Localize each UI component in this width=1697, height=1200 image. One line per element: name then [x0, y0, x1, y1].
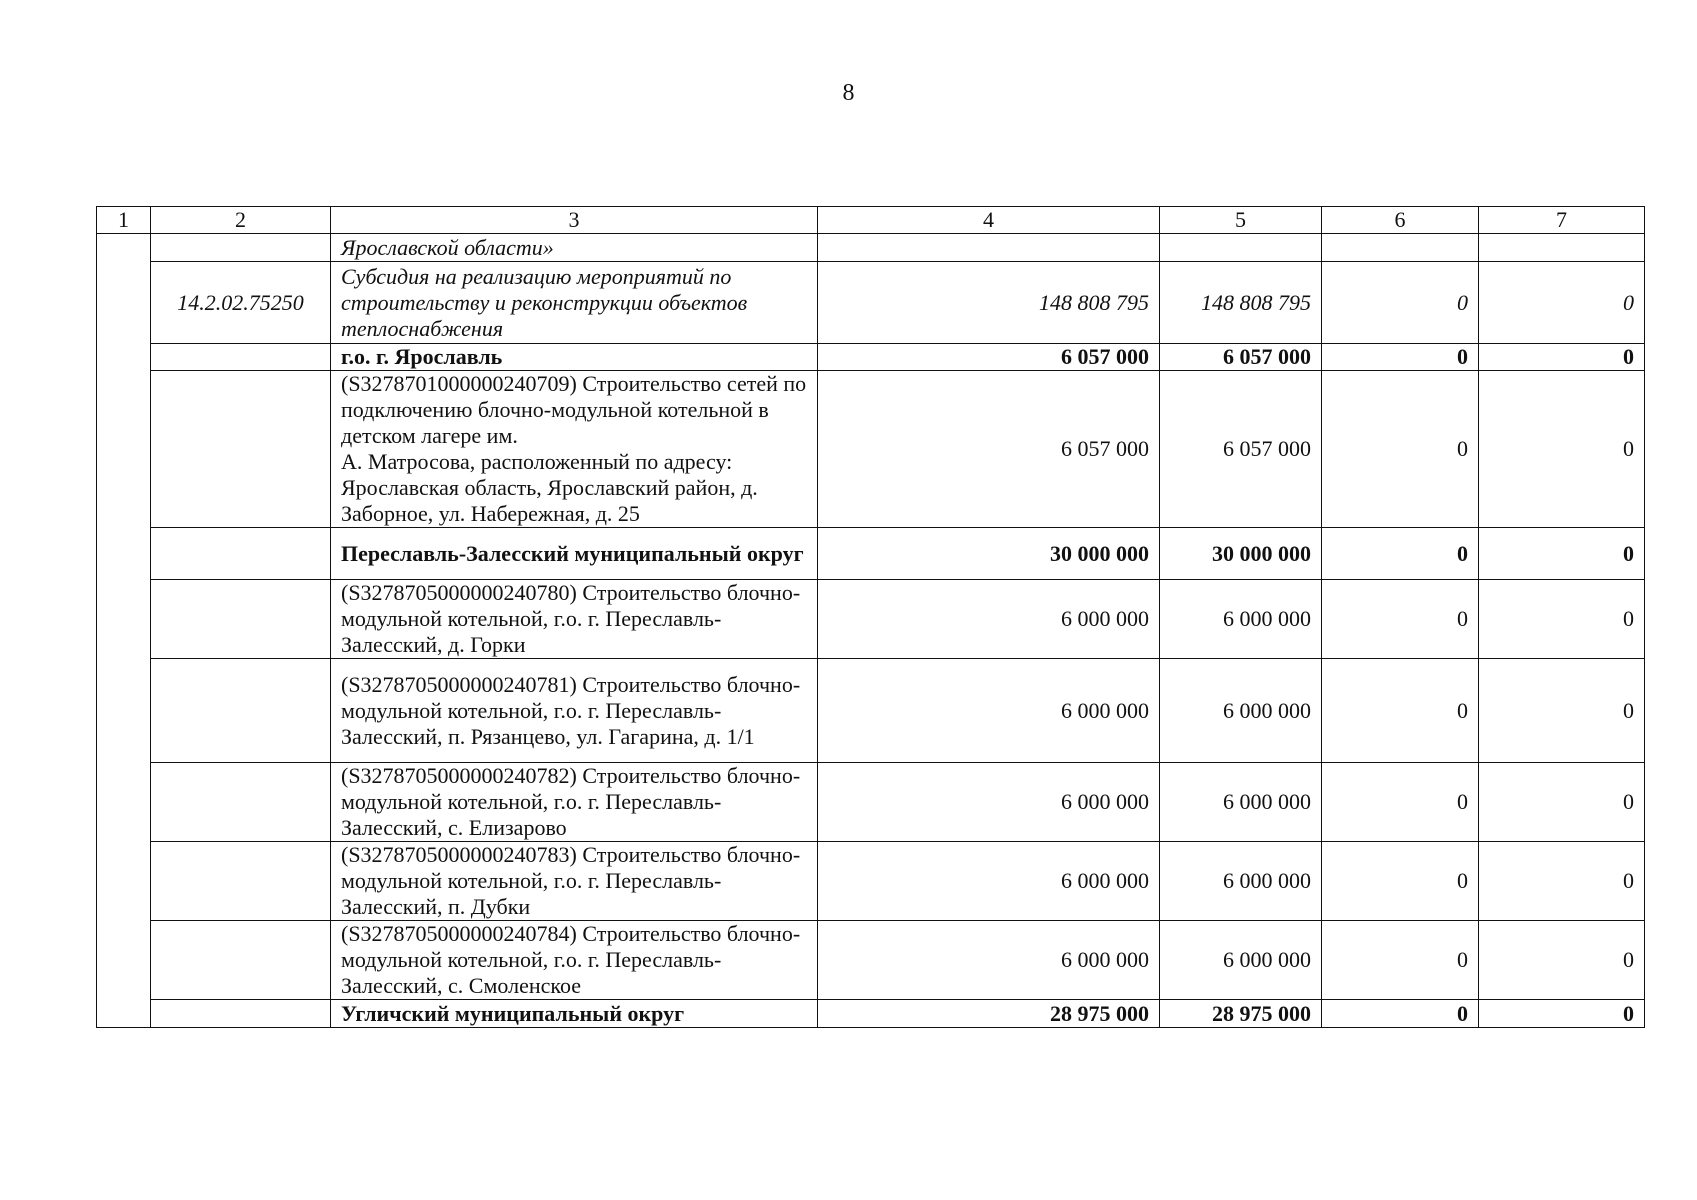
amount-col4-cell: 148 808 795 [818, 262, 1160, 344]
code-cell [151, 842, 331, 921]
table-row [97, 371, 1645, 528]
code-cell [151, 659, 331, 763]
amount-col6-cell: 0 [1322, 262, 1479, 344]
amount-col5-cell: 28 975 000 [1160, 1000, 1322, 1028]
amount-col4-cell: 6 000 000 [818, 921, 1160, 1000]
amount-col5-cell: 6 057 000 [1160, 371, 1322, 528]
amount-col7-cell: 0 [1479, 1000, 1645, 1028]
amount-col7-cell: 0 [1479, 580, 1645, 659]
section-number-cell [97, 234, 151, 1028]
table-row [97, 262, 1645, 344]
name-cell: Субсидия на реализацию мероприятий по строительству и реконструкции объектов теплоснабжения [331, 262, 818, 344]
name-cell: Ярославской области» [331, 234, 818, 262]
table-row [97, 234, 1645, 262]
header-cell: 4 [818, 207, 1160, 234]
code-cell [151, 234, 331, 262]
name-cell: Угличский муниципальный округ [331, 1000, 818, 1028]
amount-col7-cell: 0 [1479, 921, 1645, 1000]
code-cell [151, 1000, 331, 1028]
amount-col6-cell: 0 [1322, 371, 1479, 528]
header-cell: 2 [151, 207, 331, 234]
amount-col5-cell: 6 000 000 [1160, 842, 1322, 921]
amount-col5-cell: 6 000 000 [1160, 763, 1322, 842]
amount-col5-cell: 148 808 795 [1160, 262, 1322, 344]
name-cell: (S3278705000000240784) Строительство блочно-модульной котельной, г.о. г. Переславль-Залесский, с. Смоленское [331, 921, 818, 1000]
amount-col4-cell: 6 057 000 [818, 371, 1160, 528]
amount-col5-cell: 6 000 000 [1160, 580, 1322, 659]
page-number: 8 [842, 80, 855, 106]
amount-col7-cell: 0 [1479, 371, 1645, 528]
code-cell [151, 580, 331, 659]
amount-col4-cell: 6 000 000 [818, 659, 1160, 763]
name-cell: (S3278705000000240780) Строительство блочно-модульной котельной, г.о. г. Переславль-Залесский, д. Горки [331, 580, 818, 659]
amount-col7-cell: 0 [1479, 842, 1645, 921]
table-row [97, 1000, 1645, 1028]
amount-col6-cell: 0 [1322, 344, 1479, 371]
table-body [97, 207, 1645, 1028]
header-cell: 1 [97, 207, 151, 234]
amount-col5-cell: 6 000 000 [1160, 659, 1322, 763]
table-header-row [97, 207, 1645, 234]
code-cell [151, 528, 331, 580]
code-cell: 14.2.02.75250 [151, 262, 331, 344]
amount-col7-cell: 0 [1479, 262, 1645, 344]
amount-col5-cell: 6 057 000 [1160, 344, 1322, 371]
name-cell: (S3278705000000240781) Строительство блочно-модульной котельной, г.о. г. Переславль-Залесский, п. Рязанцево, ул. Гагарина, д. 1/1 [331, 659, 818, 763]
amount-col6-cell: 0 [1322, 842, 1479, 921]
amount-col7-cell: 0 [1479, 763, 1645, 842]
amount-col5-cell: 6 000 000 [1160, 921, 1322, 1000]
amount-col4-cell: 6 000 000 [818, 842, 1160, 921]
code-cell [151, 763, 331, 842]
code-cell [151, 921, 331, 1000]
header-cell: 6 [1322, 207, 1479, 234]
amount-col6-cell [1322, 234, 1479, 262]
amount-col6-cell: 0 [1322, 763, 1479, 842]
name-cell: Переславль-Залесский муниципальный округ [331, 528, 818, 580]
amount-col6-cell: 0 [1322, 921, 1479, 1000]
table-row [97, 528, 1645, 580]
table-row [97, 344, 1645, 371]
table-row [97, 659, 1645, 763]
table-row [97, 842, 1645, 921]
amount-col5-cell [1160, 234, 1322, 262]
amount-col4-cell: 6 000 000 [818, 763, 1160, 842]
amount-col4-cell: 28 975 000 [818, 1000, 1160, 1028]
name-cell: г.о. г. Ярославль [331, 344, 818, 371]
name-cell: (S3278705000000240782) Строительство блочно-модульной котельной, г.о. г. Переславль-Залесский, с. Елизарово [331, 763, 818, 842]
amount-col6-cell: 0 [1322, 528, 1479, 580]
amount-col7-cell: 0 [1479, 344, 1645, 371]
amount-col7-cell: 0 [1479, 528, 1645, 580]
amount-col7-cell [1479, 234, 1645, 262]
amount-col4-cell [818, 234, 1160, 262]
amount-col7-cell: 0 [1479, 659, 1645, 763]
header-cell: 7 [1479, 207, 1645, 234]
amount-col5-cell: 30 000 000 [1160, 528, 1322, 580]
amount-col6-cell: 0 [1322, 580, 1479, 659]
name-cell: (S3278701000000240709) Строительство сетей по подключению блочно-модульной котельной в детском лагере им. А. Матросова, расположенный по адресу: Ярославская область, Ярославский район, д. Заборное, ул. Набережная, д. 25 [331, 371, 818, 528]
name-cell: (S3278705000000240783) Строительство блочно-модульной котельной, г.о. г. Переславль-Залесский, п. Дубки [331, 842, 818, 921]
header-cell: 3 [331, 207, 818, 234]
amount-col4-cell: 30 000 000 [818, 528, 1160, 580]
amount-col4-cell: 6 000 000 [818, 580, 1160, 659]
amount-col6-cell: 0 [1322, 1000, 1479, 1028]
table-row [97, 921, 1645, 1000]
amount-col4-cell: 6 057 000 [818, 344, 1160, 371]
code-cell [151, 371, 331, 528]
table-row [97, 763, 1645, 842]
code-cell [151, 344, 331, 371]
table-row [97, 580, 1645, 659]
budget-table [96, 206, 1645, 1028]
header-cell: 5 [1160, 207, 1322, 234]
amount-col6-cell: 0 [1322, 659, 1479, 763]
